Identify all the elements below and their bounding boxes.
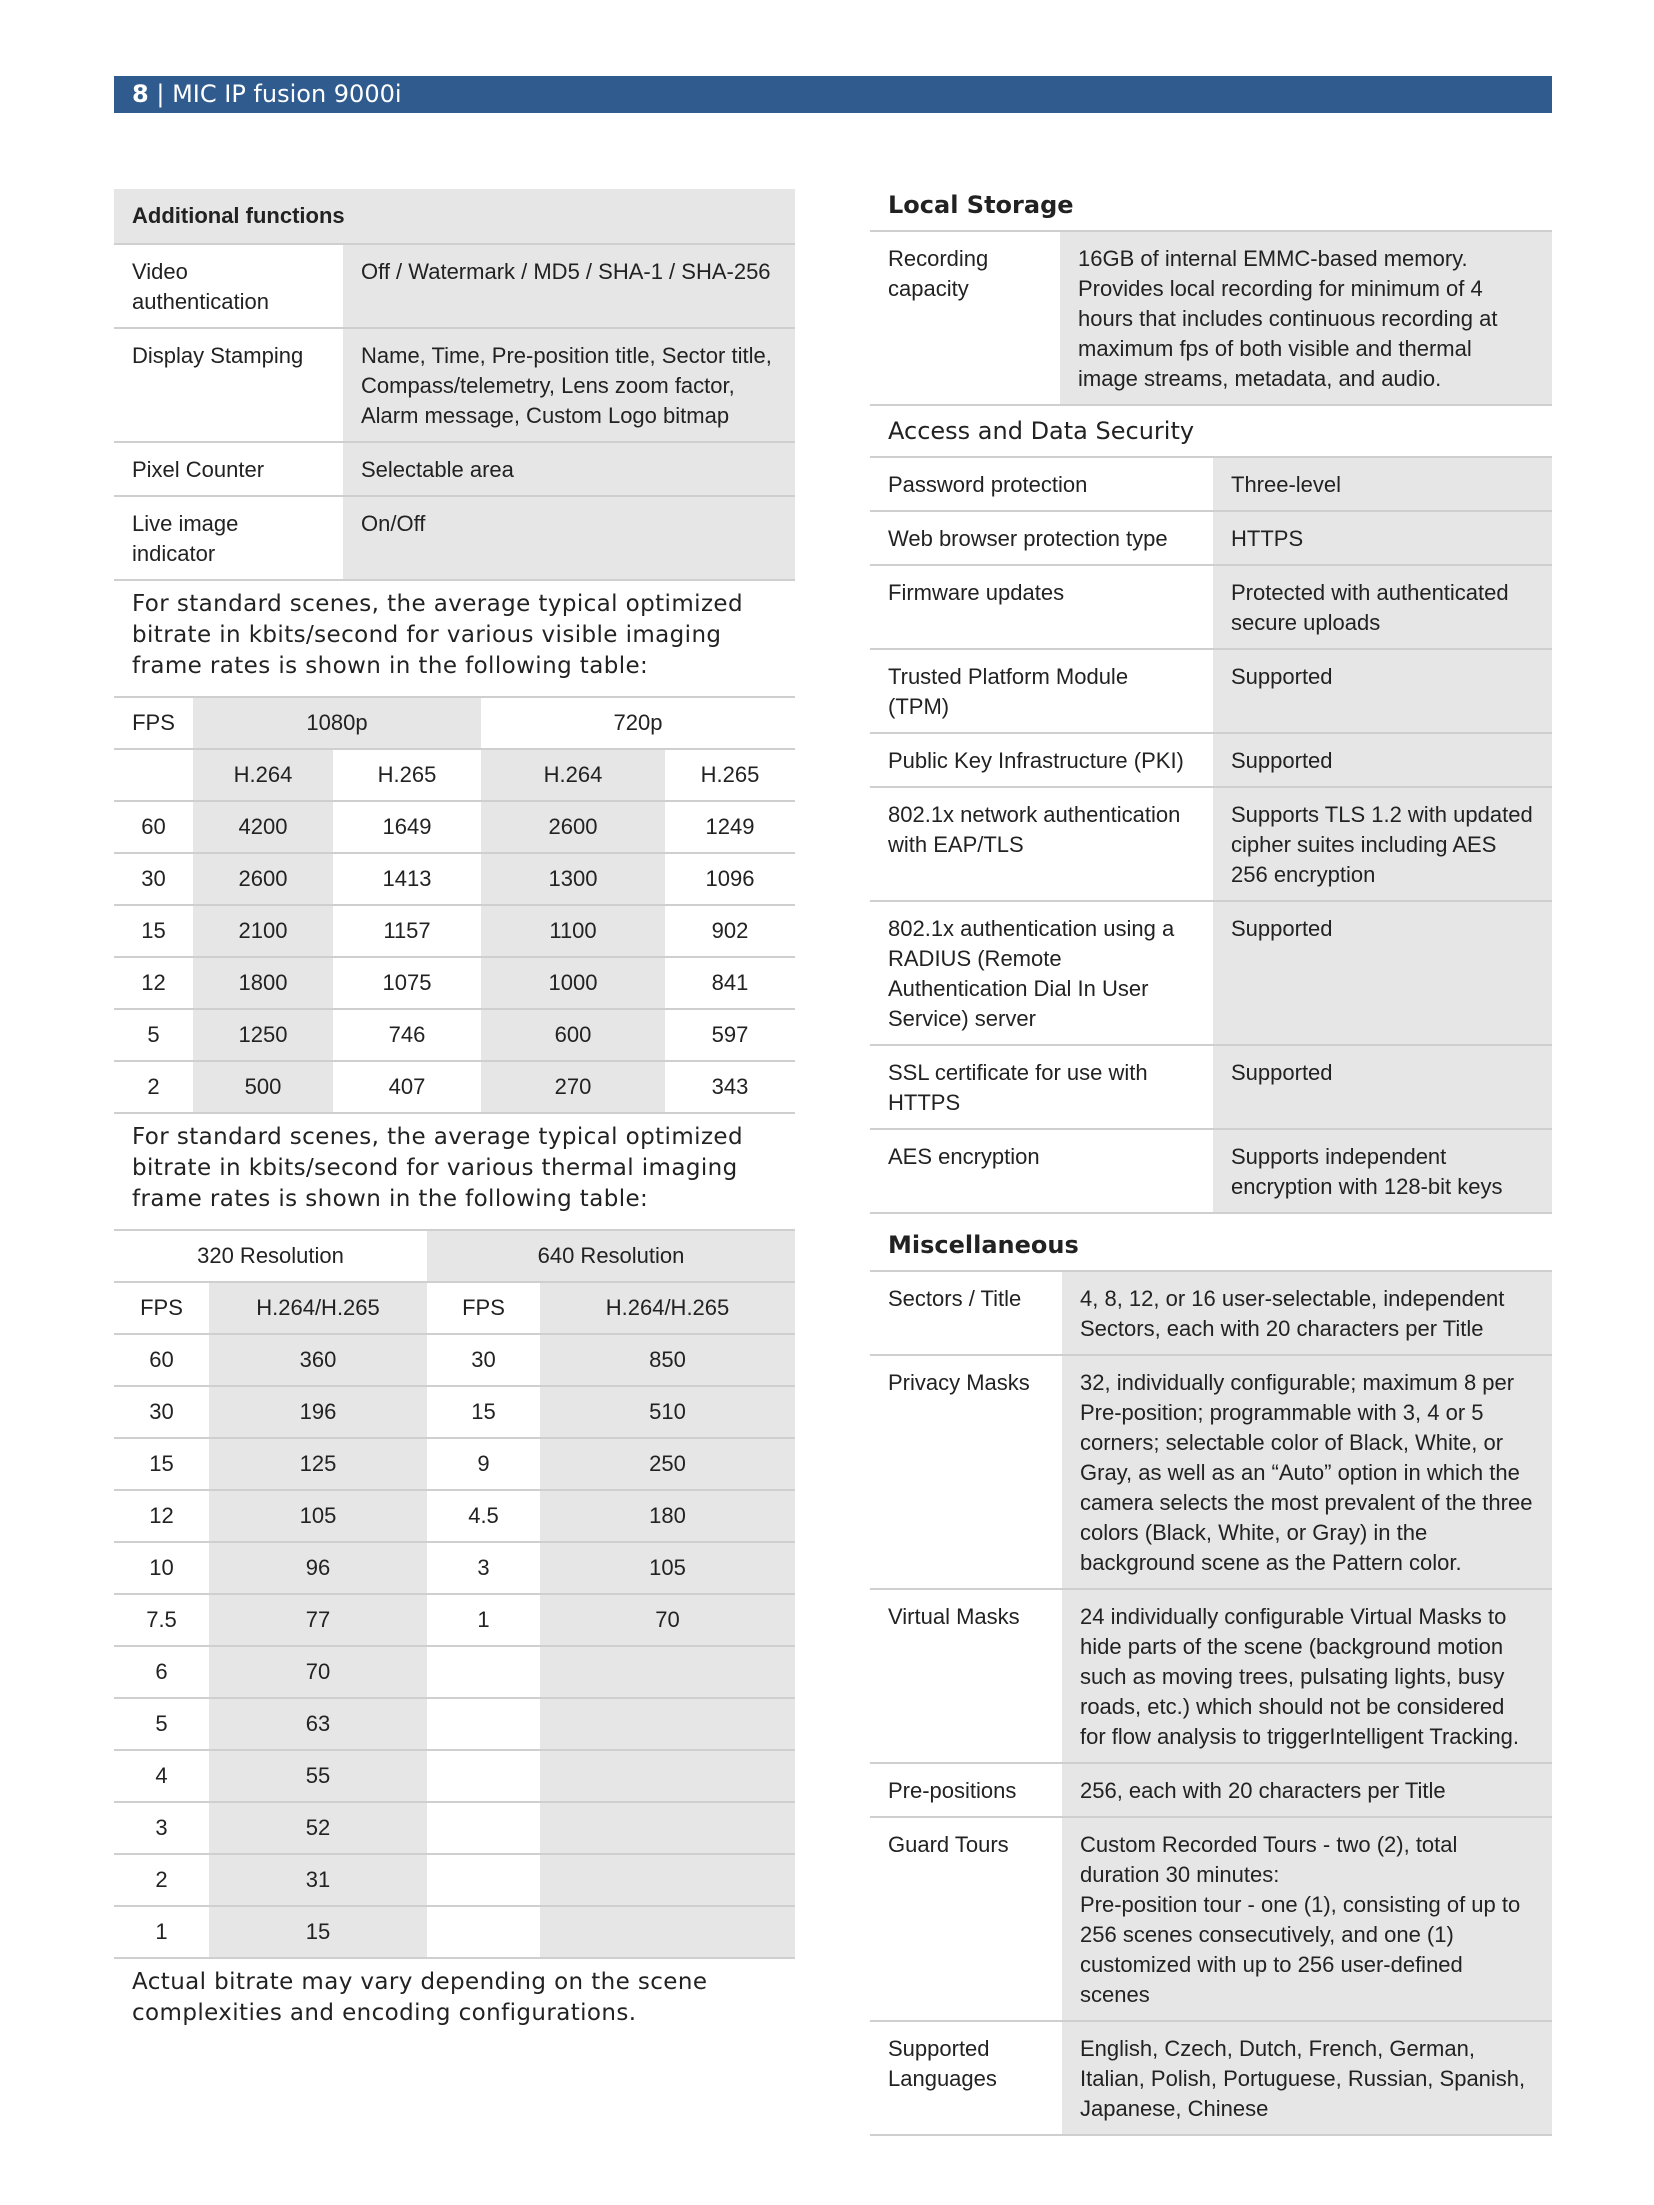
table-cell: 30	[427, 1334, 540, 1386]
row-value: On/Off	[343, 496, 795, 580]
table-cell: 1249	[665, 801, 795, 853]
table-row	[870, 787, 1552, 901]
table-cell: 1250	[193, 1009, 333, 1061]
row-value: 24 individually configurable Virtual Masks to hide parts of the scene (background motion such as moving trees, pulsating lights, busy roads, etc.) which should not be considered for flow analysis to triggerIntelligent Tracking.	[1062, 1589, 1552, 1763]
table-row	[114, 1542, 795, 1594]
table-cell: 30	[114, 853, 193, 905]
table-cell: 2100	[193, 905, 333, 957]
table-cell: 1	[427, 1594, 540, 1646]
row-label: Live image indicator	[114, 496, 343, 580]
row-label: Sectors / Title	[870, 1271, 1062, 1355]
table-cell: 2600	[481, 801, 665, 853]
table-row	[114, 1906, 795, 1958]
table-row	[870, 1355, 1552, 1589]
thermal-bitrate-intro: For standard scenes, the average typical optimized bitrate in kbits/second for various thermal imaging frame rates is shown in the following table:	[132, 1124, 743, 1212]
table-cell: 1	[114, 1906, 209, 1958]
col-header-320: 320 Resolution	[114, 1230, 427, 1282]
table-row	[114, 1646, 795, 1698]
table-row	[114, 1698, 795, 1750]
table-cell: 4	[114, 1750, 209, 1802]
table-cell: 597	[665, 1009, 795, 1061]
table-cell: 1157	[333, 905, 481, 957]
table-row	[114, 957, 795, 1009]
table-row	[870, 1271, 1552, 1355]
table-row	[114, 1334, 795, 1386]
row-label: Firmware updates	[870, 565, 1213, 649]
row-label: Trusted Platform Module (TPM)	[870, 649, 1213, 733]
table-cell: 60	[114, 1334, 209, 1386]
table-header-row	[114, 697, 795, 749]
table-cell: 9	[427, 1438, 540, 1490]
subheader-cell: H.264	[193, 749, 333, 801]
table-cell: 1096	[665, 853, 795, 905]
table-cell: 15	[114, 1438, 209, 1490]
table-cell	[540, 1802, 795, 1854]
table-cell: 125	[209, 1438, 427, 1490]
table-cell	[540, 1906, 795, 1958]
row-label: 802.1x authentication using a RADIUS (Remote Authentication Dial In User Service) server	[870, 901, 1213, 1045]
row-label: Privacy Masks	[870, 1355, 1062, 1589]
table-cell: 55	[209, 1750, 427, 1802]
row-label: Web browser protection type	[870, 511, 1213, 565]
row-value: Supported	[1213, 733, 1552, 787]
row-label: Pixel Counter	[114, 442, 343, 496]
table-row	[114, 1802, 795, 1854]
table-row	[114, 1750, 795, 1802]
table-cell: 850	[540, 1334, 795, 1386]
row-label: SSL certificate for use with HTTPS	[870, 1045, 1213, 1129]
document-title: MIC IP fusion 9000i	[172, 80, 402, 108]
table-cell: 360	[209, 1334, 427, 1386]
table-cell: 105	[209, 1490, 427, 1542]
table-row	[870, 1763, 1552, 1817]
table-cell: 1300	[481, 853, 665, 905]
access-security-table	[870, 456, 1552, 1214]
left-column	[114, 189, 795, 2043]
empty-cell	[114, 749, 193, 801]
visible-bitrate-intro: For standard scenes, the average typical optimized bitrate in kbits/second for various visible imaging frame rates is shown in the following table:	[132, 591, 743, 679]
table-cell: 1649	[333, 801, 481, 853]
local-storage-title: Local Storage	[888, 191, 1074, 219]
table-cell: 63	[209, 1698, 427, 1750]
table-cell: 500	[193, 1061, 333, 1113]
table-cell	[427, 1802, 540, 1854]
row-value: Supported	[1213, 901, 1552, 1045]
table-cell: 12	[114, 957, 193, 1009]
row-value: Supported	[1213, 1045, 1552, 1129]
col-header-1080p: 1080p	[193, 697, 481, 749]
miscellaneous-title: Miscellaneous	[888, 1231, 1079, 1259]
table-cell: 180	[540, 1490, 795, 1542]
right-column	[870, 180, 1552, 2136]
table-cell: 4.5	[427, 1490, 540, 1542]
row-value: Selectable area	[343, 442, 795, 496]
table-row	[870, 511, 1552, 565]
table-cell: 5	[114, 1009, 193, 1061]
col-header-fps: FPS	[114, 697, 193, 749]
table-cell: 1800	[193, 957, 333, 1009]
row-label: Display Stamping	[114, 328, 343, 442]
subheader-cell: H.265	[665, 749, 795, 801]
table-cell: 250	[540, 1438, 795, 1490]
table-cell: 2600	[193, 853, 333, 905]
table-cell: 7.5	[114, 1594, 209, 1646]
table-cell: 60	[114, 801, 193, 853]
row-value: Name, Time, Pre-position title, Sector title, Compass/telemetry, Lens zoom factor, Alarm message, Custom Logo bitmap	[343, 328, 795, 442]
subheader-cell: H.264/H.265	[209, 1282, 427, 1334]
table-cell: 15	[114, 905, 193, 957]
table-row	[114, 853, 795, 905]
table-cell	[427, 1698, 540, 1750]
table-cell: 52	[209, 1802, 427, 1854]
table-row	[870, 649, 1552, 733]
table-cell: 12	[114, 1490, 209, 1542]
table-row	[870, 1045, 1552, 1129]
row-value: HTTPS	[1213, 511, 1552, 565]
row-value: English, Czech, Dutch, French, German, Italian, Polish, Portuguese, Russian, Spanish, Japanese, Chinese	[1062, 2021, 1552, 2135]
access-security-title: Access and Data Security	[888, 417, 1195, 445]
row-label: Pre-positions	[870, 1763, 1062, 1817]
row-label: Guard Tours	[870, 1817, 1062, 2021]
table-cell	[540, 1646, 795, 1698]
table-row	[114, 328, 795, 442]
row-value: Supported	[1213, 649, 1552, 733]
row-value: 16GB of internal EMMC-based memory. Provides local recording for minimum of 4 hours that includes continuous recording at maximum fps of both visible and thermal image streams, metadata, and audio.	[1060, 231, 1552, 405]
table-cell	[427, 1646, 540, 1698]
subheader-cell: H.264/H.265	[540, 1282, 795, 1334]
local-storage-table	[870, 230, 1552, 406]
row-label: 802.1x network authentication with EAP/TLS	[870, 787, 1213, 901]
table-cell	[427, 1750, 540, 1802]
row-label: Recording capacity	[870, 231, 1060, 405]
table-cell: 6	[114, 1646, 209, 1698]
table-cell: 196	[209, 1386, 427, 1438]
table-row	[114, 1009, 795, 1061]
row-label: Virtual Masks	[870, 1589, 1062, 1763]
table-cell: 4200	[193, 801, 333, 853]
visible-bitrate-table	[114, 696, 795, 1114]
section-title: Additional functions	[114, 189, 795, 244]
table-row	[870, 1817, 1552, 2021]
table-row	[870, 1589, 1552, 1763]
row-value: Off / Watermark / MD5 / SHA-1 / SHA-256	[343, 244, 795, 328]
row-value	[1062, 1817, 1552, 2021]
table-row	[114, 1594, 795, 1646]
row-value: 4, 8, 12, or 16 user-selectable, independent Sectors, each with 20 characters per Title	[1062, 1271, 1552, 1355]
table-header-row	[114, 189, 795, 244]
table-row	[870, 1129, 1552, 1213]
row-label: Password protection	[870, 457, 1213, 511]
row-value-line: Custom Recorded Tours - two (2), total duration 30 minutes:	[1080, 1832, 1458, 1887]
table-subheader-row	[114, 749, 795, 801]
table-cell	[427, 1854, 540, 1906]
table-row	[114, 1854, 795, 1906]
table-cell: 1000	[481, 957, 665, 1009]
table-cell	[540, 1854, 795, 1906]
table-cell: 70	[540, 1594, 795, 1646]
table-cell: 10	[114, 1542, 209, 1594]
table-cell: 902	[665, 905, 795, 957]
header-separator: |	[156, 80, 165, 108]
table-cell: 2	[114, 1061, 193, 1113]
table-cell: 600	[481, 1009, 665, 1061]
thermal-bitrate-table	[114, 1229, 795, 1959]
row-value: Supports independent encryption with 128-bit keys	[1213, 1129, 1552, 1213]
table-cell: 15	[427, 1386, 540, 1438]
table-row	[114, 1386, 795, 1438]
table-cell: 270	[481, 1061, 665, 1113]
table-row	[114, 905, 795, 957]
row-value: 256, each with 20 characters per Title	[1062, 1763, 1552, 1817]
subheader-cell: FPS	[427, 1282, 540, 1334]
subheader-cell: H.265	[333, 749, 481, 801]
table-row	[114, 801, 795, 853]
table-cell: 1075	[333, 957, 481, 1009]
table-cell: 15	[209, 1906, 427, 1958]
bitrate-footnote: Actual bitrate may vary depending on the scene complexities and encoding configurations.	[132, 1969, 708, 2026]
table-cell: 5	[114, 1698, 209, 1750]
table-row	[114, 1438, 795, 1490]
table-cell: 343	[665, 1061, 795, 1113]
row-label: Video authentication	[114, 244, 343, 328]
table-row	[870, 231, 1552, 405]
table-header-row	[114, 1230, 795, 1282]
row-value: Protected with authenticated secure uploads	[1213, 565, 1552, 649]
col-header-640: 640 Resolution	[427, 1230, 795, 1282]
table-row	[114, 1490, 795, 1542]
table-cell: 70	[209, 1646, 427, 1698]
table-row	[114, 1061, 795, 1113]
row-value: 32, individually configurable; maximum 8 per Pre-position; programmable with 3, 4 or 5 corners; selectable color of Black, White, or Gray, as well as an “Auto” option in which the camera selects the most prevalent of the three colors (Black, White, or Gray) in the background scene as the Pattern color.	[1062, 1355, 1552, 1589]
table-cell: 105	[540, 1542, 795, 1594]
table-row	[870, 457, 1552, 511]
row-value-line: Pre-position tour - one (1), consisting of up to 256 scenes consecutively, and one (1) customized with up to 256 user-defined scenes	[1080, 1892, 1521, 2007]
row-value: Three-level	[1213, 457, 1552, 511]
col-header-720p: 720p	[481, 697, 795, 749]
table-cell: 2	[114, 1854, 209, 1906]
subheader-cell: H.264	[481, 749, 665, 801]
table-cell: 3	[427, 1542, 540, 1594]
table-row	[870, 901, 1552, 1045]
table-cell: 510	[540, 1386, 795, 1438]
table-cell: 1413	[333, 853, 481, 905]
row-label: AES encryption	[870, 1129, 1213, 1213]
table-row	[114, 496, 795, 580]
row-label: Supported Languages	[870, 2021, 1062, 2135]
table-row	[870, 565, 1552, 649]
table-cell: 96	[209, 1542, 427, 1594]
table-row	[114, 244, 795, 328]
row-label: Public Key Infrastructure (PKI)	[870, 733, 1213, 787]
table-row	[870, 733, 1552, 787]
subheader-cell: FPS	[114, 1282, 209, 1334]
miscellaneous-table	[870, 1270, 1552, 2136]
table-cell	[540, 1750, 795, 1802]
table-cell	[540, 1698, 795, 1750]
table-cell: 31	[209, 1854, 427, 1906]
table-cell: 3	[114, 1802, 209, 1854]
table-cell: 30	[114, 1386, 209, 1438]
table-row	[114, 442, 795, 496]
row-value: Supports TLS 1.2 with updated cipher suites including AES 256 encryption	[1213, 787, 1552, 901]
table-cell	[427, 1906, 540, 1958]
table-row	[870, 2021, 1552, 2135]
table-cell: 841	[665, 957, 795, 1009]
table-cell: 1100	[481, 905, 665, 957]
page-header	[114, 76, 1552, 113]
table-subheader-row	[114, 1282, 795, 1334]
table-cell: 77	[209, 1594, 427, 1646]
table-cell: 746	[333, 1009, 481, 1061]
table-cell: 407	[333, 1061, 481, 1113]
additional-functions-table	[114, 189, 795, 581]
page-number: 8	[132, 80, 149, 108]
